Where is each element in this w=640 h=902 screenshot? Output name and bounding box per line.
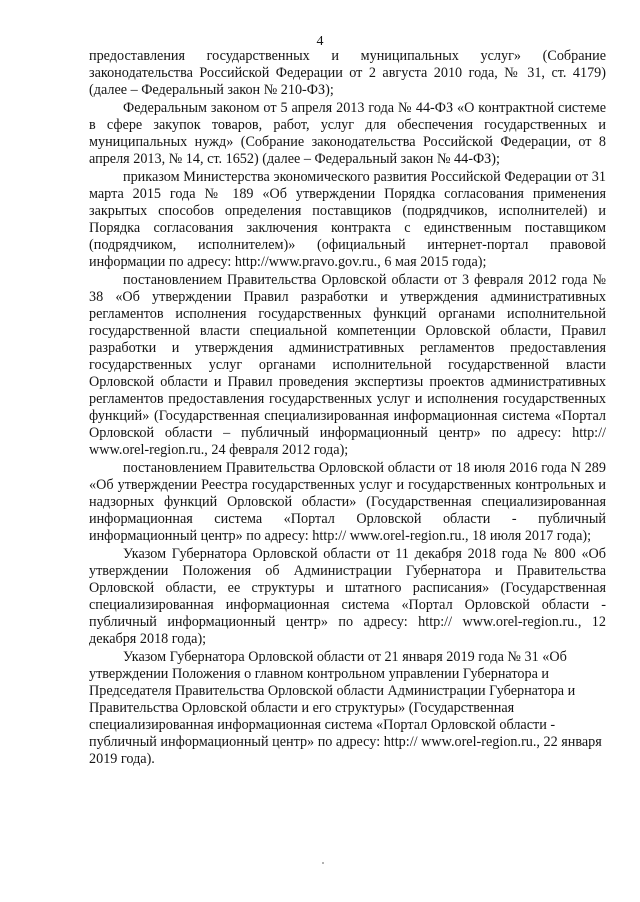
paragraph-decree-31: Указом Губернатора Орловской области от 21 января 2019 года № 31 «Об утверждении Положения о главном контрольном управлении Губернатора и Председателя Правительства Орловской области Администрации Губернатора и Правительства Орловской области и его структуры» (Государственная специализированная информационная система «Портал Орловской области - публичный информационный центр» по адресу: http:// www.orel-region.ru., 22 января 2019 года).	[89, 649, 602, 767]
paragraph-resolution-289: постановлением Правительства Орловской области от 18 июля 2016 года N 289 «Об утверждении Реестра государственных услуг и государственных контрольных и надзорных функций Орловской области» (Государственная специализированная информационная система «Портал Орловской области - публичный информационный центр» по адресу: http:// www.orel-region.ru., 18 июля 2017 года);	[89, 460, 606, 544]
document-body	[89, 48, 606, 769]
paragraph-ministry-order-189: приказом Министерства экономического развития Российской Федерации от 31 марта 2015 года № 189 «Об утверждении Порядка согласования применения закрытых способов определения поставщиков (подрядчиков, исполнителей) и Порядка согласования заключения контракта с единственным поставщиком (подрядчиком, исполнителем)» (официальный интернет-портал правовой информации по адресу: http://www.pravo.gov.ru., 6 мая 2015 года);	[89, 169, 606, 270]
paragraph-federal-law-210: предоставления государственных и муниципальных услуг» (Собрание законодательства Российской Федерации от 2 августа 2010 года, № 31, ст. 4179) (далее – Федеральный закон № 210-ФЗ);	[89, 48, 606, 98]
scan-speck	[322, 862, 324, 864]
paragraph-resolution-38: постановлением Правительства Орловской области от 3 февраля 2012 года № 38 «Об утверждении Правил разработки и утверждения административных регламентов исполнения государственных функций органами исполнительной государственной власти специальной компетенции Орловской области, Правил разработки и утверждения административных регламентов предоставления государственных услуг органами исполнительной государственной власти Орловской области и Правил проведения экспертизы проектов административных регламентов предоставления государственных услуг и исполнения государственных функций» (Государственная специализированная информационная система «Портал Орловской области – публичный информационный центр» по адресу: http:// www.orel-region.ru., 24 февраля 2012 года);	[89, 272, 606, 458]
page-number: 4	[316, 34, 324, 49]
paragraph-federal-law-44: Федеральным законом от 5 апреля 2013 года № 44-ФЗ «О контрактной системе в сфере закупок товаров, работ, услуг для обеспечения государственных и муниципальных нужд» (Собрание законодательства Российской Федерации, от 8 апреля 2013, № 14, ст. 1652) (далее – Федеральный закон № 44-ФЗ);	[89, 100, 606, 167]
paragraph-decree-800: Указом Губернатора Орловской области от 11 декабря 2018 года № 800 «Об утверждении Положения об Администрации Губернатора и Правительства Орловской области, ее структуры и штатного расписания» (Государственная специализированная информационная система «Портал Орловской области - публичный информационный центр» по адресу: http:// www.orel-region.ru., 12 декабря 2018 года);	[89, 546, 606, 647]
